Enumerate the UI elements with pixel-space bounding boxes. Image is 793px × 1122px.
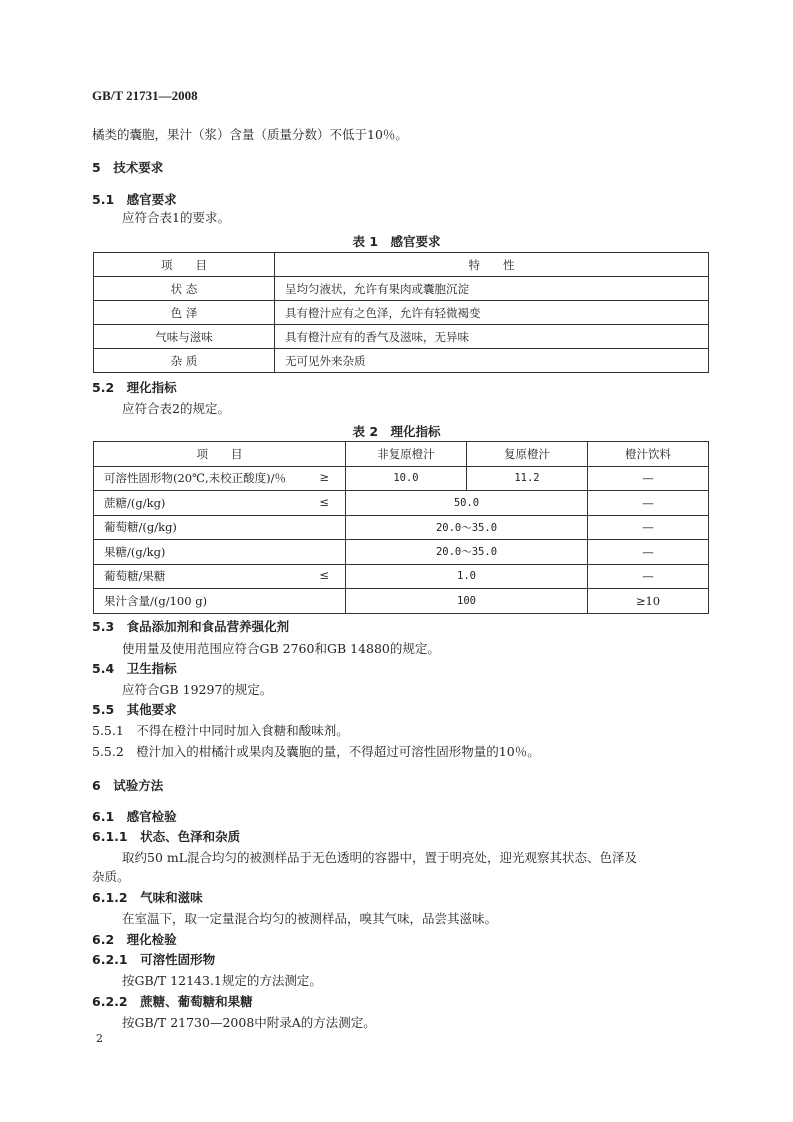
table-cell: 20.0～35.0 (346, 540, 588, 565)
section-5-3-text: 使用量及使用范围应符合GB 2760和GB 14880的规定。 (122, 641, 440, 656)
table-cell: 具有橙汁应有的香气及滋味，无异味 (275, 325, 709, 349)
table-header-cell: 项 目 (94, 442, 346, 467)
table-cell: 50.0 (346, 491, 588, 516)
table-cell: ≥10 (588, 589, 709, 614)
table-cell: 20.0～35.0 (346, 515, 588, 540)
table-cell: 100 (346, 589, 588, 614)
table-cell (94, 515, 346, 540)
section-6-1-heading: 6.1 感官检验 (92, 809, 177, 824)
table-header-cell: 橙汁饮料 (588, 442, 709, 467)
table-cell: 色 泽 (94, 301, 275, 325)
table-row (94, 491, 709, 516)
item-label: 果汁含量/(g/100 g) (104, 593, 208, 608)
item-label: 葡萄糖/(g/kg) (104, 520, 177, 535)
table-header-cell: 非复原橙汁 (346, 442, 467, 467)
section-5-1-text: 应符合表1的要求。 (122, 210, 230, 225)
table-cell: 1.0 (346, 564, 588, 589)
page-number: 2 (96, 1032, 103, 1045)
section-6-1-1-heading: 6.1.1 状态、色泽和杂质 (92, 829, 241, 844)
section-6-heading: 6 试验方法 (92, 778, 164, 793)
table-1 (93, 252, 709, 373)
section-5-5-2: 5.5.2 橙汁加入的柑橘汁或果肉及囊胞的量，不得超过可溶性固形物量的10％。 (92, 744, 540, 759)
table-2-caption: 表 2 理化指标 (352, 424, 441, 439)
section-5-heading: 5 技术要求 (92, 160, 164, 175)
table-cell: 气味与滋味 (94, 325, 275, 349)
section-6-1-1-line1: 取约50 mL混合均匀的被测样品于无色透明的容器中，置于明亮处，迎光观察其状态、色泽及 (122, 850, 638, 865)
comparison-symbol: ≤ (319, 494, 329, 509)
section-5-3-heading: 5.3 食品添加剂和食品营养强化剂 (92, 619, 290, 634)
table-cell: — (588, 540, 709, 565)
section-5-5-heading: 5.5 其他要求 (92, 702, 177, 717)
section-6-1-1-line2: 杂质。 (92, 869, 130, 884)
table-cell: 无可见外来杂质 (275, 349, 709, 373)
table-cell: 10.0 (346, 466, 467, 491)
section-6-2-1-heading: 6.2.1 可溶性固形物 (92, 952, 216, 967)
section-5-4-heading: 5.4 卫生指标 (92, 661, 177, 676)
item-label: 可溶性固形物(20℃,未校正酸度)/％ (104, 471, 286, 486)
item-label: 果糖/(g/kg) (104, 544, 166, 559)
section-5-1-heading: 5.1 感官要求 (92, 192, 177, 207)
table-row (94, 253, 709, 277)
table-2 (93, 441, 709, 614)
table-cell: 11.2 (467, 466, 588, 491)
table-cell: 呈均匀液状，允许有果肉或囊胞沉淀 (275, 277, 709, 301)
section-5-4-text: 应符合GB 19297的规定。 (122, 682, 273, 697)
table-row (94, 277, 709, 301)
table-cell: — (588, 491, 709, 516)
section-5-5-1: 5.5.1 不得在橙汁中同时加入食糖和酸味剂。 (92, 723, 349, 738)
table-cell (94, 589, 346, 614)
item-label: 葡萄糖/果糖 (104, 569, 166, 584)
table-row (94, 564, 709, 589)
table-row (94, 589, 709, 614)
section-6-1-2-heading: 6.1.2 气味和滋味 (92, 890, 203, 905)
section-5-2-text: 应符合表2的规定。 (122, 401, 230, 416)
comparison-symbol: ≤ (319, 568, 329, 583)
table-header-cell: 项 目 (94, 253, 275, 277)
section-5-2-heading: 5.2 理化指标 (92, 380, 177, 395)
table-row (94, 442, 709, 467)
section-6-1-2-text: 在室温下，取一定量混合均匀的被测样品，嗅其气味，品尝其滋味。 (122, 911, 498, 926)
section-6-2-heading: 6.2 理化检验 (92, 932, 177, 947)
table-1-caption: 表 1 感官要求 (352, 234, 441, 249)
table-row (94, 349, 709, 373)
table-cell (94, 540, 346, 565)
table-cell: 杂 质 (94, 349, 275, 373)
standard-number: GB/T 21731—2008 (92, 88, 198, 103)
section-6-2-2-text: 按GB/T 21730—2008中附录A的方法测定。 (122, 1015, 376, 1030)
table-cell: — (588, 515, 709, 540)
table-header-cell: 复原橙汁 (467, 442, 588, 467)
table-row (94, 466, 709, 491)
table-row (94, 325, 709, 349)
table-row (94, 515, 709, 540)
table-row (94, 301, 709, 325)
item-label: 蔗糖/(g/kg) (104, 495, 166, 510)
section-6-2-2-heading: 6.2.2 蔗糖、葡萄糖和果糖 (92, 994, 253, 1009)
comparison-symbol: ≥ (319, 470, 329, 485)
table-cell (94, 466, 346, 491)
table-cell (94, 564, 346, 589)
section-6-2-1-text: 按GB/T 12143.1规定的方法测定。 (122, 973, 322, 988)
table-header-cell: 特 性 (275, 253, 709, 277)
intro-line: 橘类的囊胞，果汁（浆）含量（质量分数）不低于10％。 (92, 127, 408, 142)
table-cell: — (588, 564, 709, 589)
table-cell: — (588, 466, 709, 491)
table-cell: 状 态 (94, 277, 275, 301)
table-cell: 具有橙汁应有之色泽，允许有轻微褐变 (275, 301, 709, 325)
table-row (94, 540, 709, 565)
table-cell (94, 491, 346, 516)
